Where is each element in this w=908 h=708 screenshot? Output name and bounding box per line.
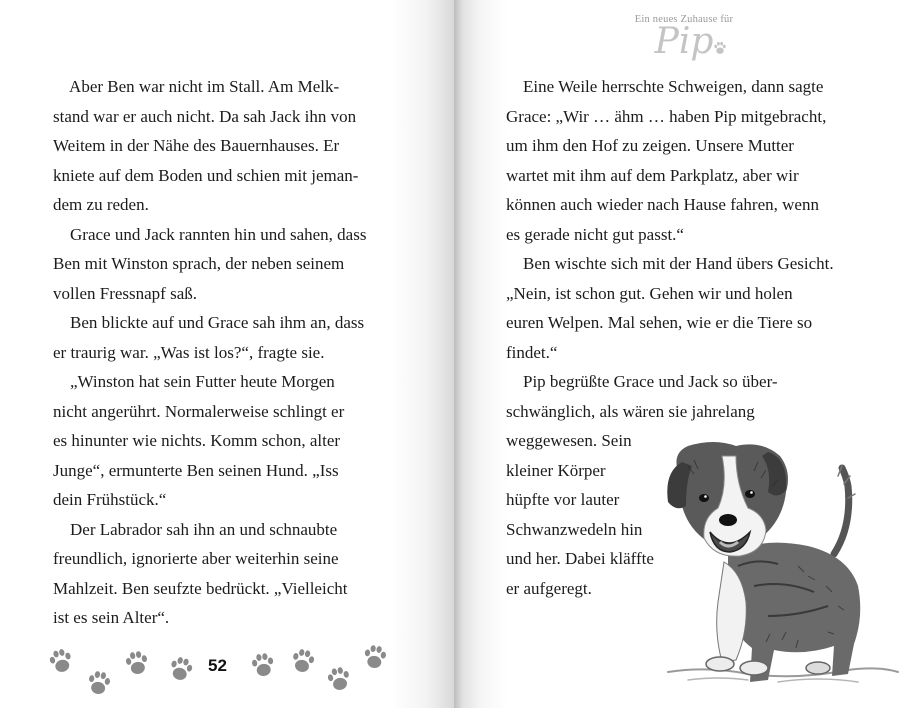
running-header bbox=[624, 14, 744, 61]
text-line: „Nein, ist schon gut. Gehen wir und holen bbox=[506, 283, 793, 303]
text-line: Der Labrador sah ihn an und schnaubte bbox=[53, 519, 338, 539]
text-line: und her. Dabei kläffte bbox=[506, 549, 654, 568]
text-line: „Winston hat sein Futter heute Morgen bbox=[53, 372, 335, 391]
header-title: Pip bbox=[654, 21, 714, 62]
text-line: kniete auf dem Boden und schien mit jeman- bbox=[53, 165, 359, 185]
text-line: Ben wischte sich mit der Hand übers Gesicht. bbox=[506, 254, 834, 273]
text-line: schwänglich, als wären sie jahrelang bbox=[506, 401, 755, 421]
text-line: um ihm den Hof zu zeigen. Unsere Mutter bbox=[506, 136, 794, 155]
paw-print-icon bbox=[288, 646, 318, 676]
text-line: stand war er auch nicht. Da sah Jack ihn von bbox=[53, 106, 357, 126]
text-line: er aufgeregt. bbox=[506, 578, 592, 598]
left-page-text bbox=[53, 72, 366, 633]
text-line: Eine Weile herrschte Schweigen, dann sagte bbox=[506, 77, 824, 96]
paw-print-icon bbox=[248, 650, 278, 680]
paw-print-icon bbox=[122, 648, 152, 678]
text-line: freundlich, ignorierte aber weiterhin seine bbox=[53, 549, 339, 568]
text-line: es hinunter wie nichts. Komm schon, alter bbox=[53, 431, 341, 450]
text-line: dein Frühstück.“ bbox=[53, 490, 167, 509]
paw-print-icon bbox=[46, 646, 76, 676]
text-line: hüpfte vor lauter bbox=[506, 490, 620, 509]
text-line: Schwanzwedeln hin bbox=[506, 519, 643, 539]
text-line: nicht angerührt. Normalerweise schlingt er bbox=[53, 401, 345, 421]
text-line: findet.“ bbox=[506, 342, 558, 362]
paw-print-icon bbox=[712, 40, 728, 56]
text-line: Grace und Jack rannten hin und sahen, dass bbox=[53, 224, 367, 244]
text-line: Grace: „Wir … ähm … haben Pip mitgebracht, bbox=[506, 106, 827, 126]
paw-print-icon bbox=[360, 642, 390, 672]
paw-print-icon bbox=[324, 664, 354, 694]
paw-print-icon bbox=[166, 654, 196, 684]
text-line: kleiner Körper bbox=[506, 460, 606, 480]
text-line: dem zu reden. bbox=[53, 195, 149, 214]
text-line: Aber Ben war nicht im Stall. Am Melk- bbox=[53, 77, 340, 96]
text-line: können auch wieder nach Hause fahren, wenn bbox=[506, 195, 819, 214]
text-line: weggewesen. Sein bbox=[506, 431, 632, 450]
text-line: Weitem in der Nähe des Bauernhauses. Er bbox=[53, 136, 340, 155]
paw-print-icon bbox=[84, 668, 114, 698]
text-line: Junge“, ermunterte Ben seinen Hund. „Iss bbox=[53, 460, 339, 480]
right-page bbox=[454, 0, 908, 708]
header-kicker: Ein neues Zuhause für bbox=[634, 14, 734, 25]
text-line: Pip begrüßte Grace und Jack so über- bbox=[506, 372, 778, 391]
text-line: vollen Fressnapf saß. bbox=[53, 283, 198, 303]
text-line: Ben mit Winston sprach, der neben seinem bbox=[53, 254, 345, 273]
text-line: wartet mit ihm auf dem Parkplatz, aber wir bbox=[506, 165, 799, 185]
text-line: Mahlzeit. Ben seufzte bedrückt. „Vielleicht bbox=[53, 578, 348, 598]
text-line: es gerade nicht gut passt.“ bbox=[506, 224, 684, 244]
text-line: ist es sein Alter“. bbox=[53, 608, 170, 627]
text-line: euren Welpen. Mal sehen, wie er die Tiere so bbox=[506, 313, 813, 332]
text-line: Ben blickte auf und Grace sah ihm an, dass bbox=[53, 313, 365, 332]
puppy-illustration bbox=[658, 436, 904, 696]
text-line: er traurig war. „Was ist los?“, fragte sie. bbox=[53, 342, 325, 362]
page-number: 52 bbox=[208, 656, 227, 675]
